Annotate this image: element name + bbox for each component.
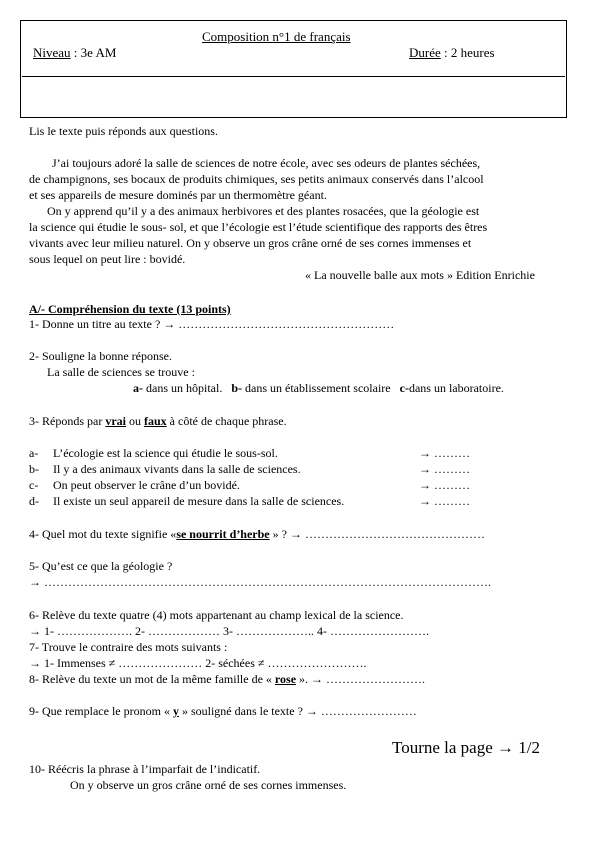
question-3-post: à côté de chaque phrase. bbox=[166, 414, 287, 428]
question-2-options bbox=[133, 381, 504, 396]
q3-item-d-letter: d- bbox=[29, 494, 39, 508]
question-3-pre: 3- Réponds par bbox=[29, 414, 106, 428]
text-line-2: de champignons, ses bocaux de produits chimiques, ses petits animaux conservés dans l’alcool bbox=[29, 172, 484, 186]
question-10-sentence: On y observe un gros crâne orné de ses cornes immenses. bbox=[70, 778, 347, 792]
question-3-mid: ou bbox=[126, 414, 144, 428]
text-line-6: vivants avec leur milieu naturel. On y observe un gros crâne orné de ses cornes immenses et bbox=[29, 236, 472, 250]
q3-item-b-answer: → ……… bbox=[419, 462, 470, 476]
option-a-letter: a- bbox=[133, 381, 143, 395]
duration-info bbox=[409, 45, 495, 61]
question-7: 7- Trouve le contraire des mots suivants : bbox=[29, 640, 228, 654]
turn-page-note: Tourne la page → 1/2 bbox=[392, 738, 540, 757]
question-6: 6- Relève du texte quatre (4) mots appartenant au champ lexical de la science. bbox=[29, 608, 404, 622]
level-label: Niveau bbox=[33, 45, 71, 60]
exam-title: Composition n°1 de français bbox=[202, 29, 351, 44]
q3-item-c-letter: c- bbox=[29, 478, 39, 492]
question-8-term: rose bbox=[274, 672, 297, 686]
word-faux: faux bbox=[144, 414, 167, 428]
q3-item-b-text: Il y a des animaux vivants dans la salle de sciences. bbox=[53, 462, 301, 476]
question-9-term: y bbox=[172, 704, 179, 718]
q3-item-a-text: L’écologie est la science qui étudie le sous-sol. bbox=[53, 446, 278, 460]
word-vrai: vrai bbox=[105, 414, 126, 428]
option-b: dans un établissement scolaire bbox=[242, 381, 391, 395]
question-9-pre: 9- Que remplace le pronom « bbox=[29, 704, 173, 718]
section-a-title: A/- Compréhension du texte (13 points) bbox=[29, 302, 231, 316]
duration-label: Durée bbox=[409, 45, 441, 60]
question-8-post: ». → ……………………. bbox=[296, 672, 426, 686]
option-c-letter: c- bbox=[399, 381, 409, 395]
question-9-post: » souligné dans le texte ? → …………………… bbox=[178, 704, 417, 718]
question-5: 5- Qu’est ce que la géologie ? bbox=[29, 559, 173, 573]
level-info bbox=[33, 45, 116, 61]
question-7-answer: → 1- Immenses ≠ ………………… 2- séchées ≠ ……………………. bbox=[29, 656, 367, 670]
q3-item-c-answer: → ……… bbox=[419, 478, 470, 492]
question-4-post: » ? → ……………………………………… bbox=[269, 527, 485, 541]
question-8-pre: 8- Relève du texte un mot de la même famille de « bbox=[29, 672, 275, 686]
q3-item-c-text: On peut observer le crâne d’un bovidé. bbox=[53, 478, 240, 492]
question-2-prompt: La salle de sciences se trouve : bbox=[47, 365, 195, 379]
question-8 bbox=[29, 672, 425, 687]
question-1: 1- Donne un titre au texte ? → ……………………………………………… bbox=[29, 317, 395, 331]
q3-item-d-text: Il existe un seul appareil de mesure dans la salle de sciences. bbox=[53, 494, 345, 508]
text-source: « La nouvelle balle aux mots » Edition Enrichie bbox=[305, 268, 535, 282]
text-line-3: et ses appareils de mesure dominés par un thermomètre géant. bbox=[29, 188, 327, 202]
q3-item-d-answer: → ……… bbox=[419, 494, 470, 508]
option-b-letter: b- bbox=[231, 381, 242, 395]
question-4-pre: 4- Quel mot du texte signifie « bbox=[29, 527, 177, 541]
q3-item-a-answer: → ……… bbox=[419, 446, 470, 460]
header-divider bbox=[22, 76, 565, 77]
level-value: : 3e AM bbox=[70, 45, 117, 60]
q3-item-b-letter: b- bbox=[29, 462, 39, 476]
text-line-7: sous lequel on peut lire : bovidé. bbox=[29, 252, 186, 266]
question-9 bbox=[29, 704, 417, 719]
instruction: Lis le texte puis réponds aux questions. bbox=[29, 124, 218, 138]
question-4 bbox=[29, 527, 485, 542]
question-5-answer: → …………………………………………………………………………………………………. bbox=[29, 575, 491, 589]
duration-value: : 2 heures bbox=[440, 45, 495, 60]
question-4-term: se nourrit d’herbe bbox=[176, 527, 270, 541]
question-10: 10- Réécris la phrase à l’imparfait de l’indicatif. bbox=[29, 762, 261, 776]
text-line-1: J’ai toujours adoré la salle de sciences de notre école, avec ses odeurs de plantes séchées, bbox=[52, 156, 481, 170]
question-6-answer: → 1- ………………. 2- ……………… 3- ……………….. 4- ……………………. bbox=[29, 624, 429, 638]
option-c: dans un laboratoire. bbox=[408, 381, 504, 395]
option-a: dans un hôpital. bbox=[143, 381, 223, 395]
q3-item-a-letter: a- bbox=[29, 446, 39, 460]
question-2: 2- Souligne la bonne réponse. bbox=[29, 349, 172, 363]
text-line-5: la science qui étudie le sous- sol, et que l’écologie est l’étude scientifique des rapports des êtres bbox=[29, 220, 488, 234]
question-3 bbox=[29, 414, 287, 429]
text-line-4: On y apprend qu’il y a des animaux herbivores et des plantes rosacées, que la géologie est bbox=[47, 204, 480, 218]
